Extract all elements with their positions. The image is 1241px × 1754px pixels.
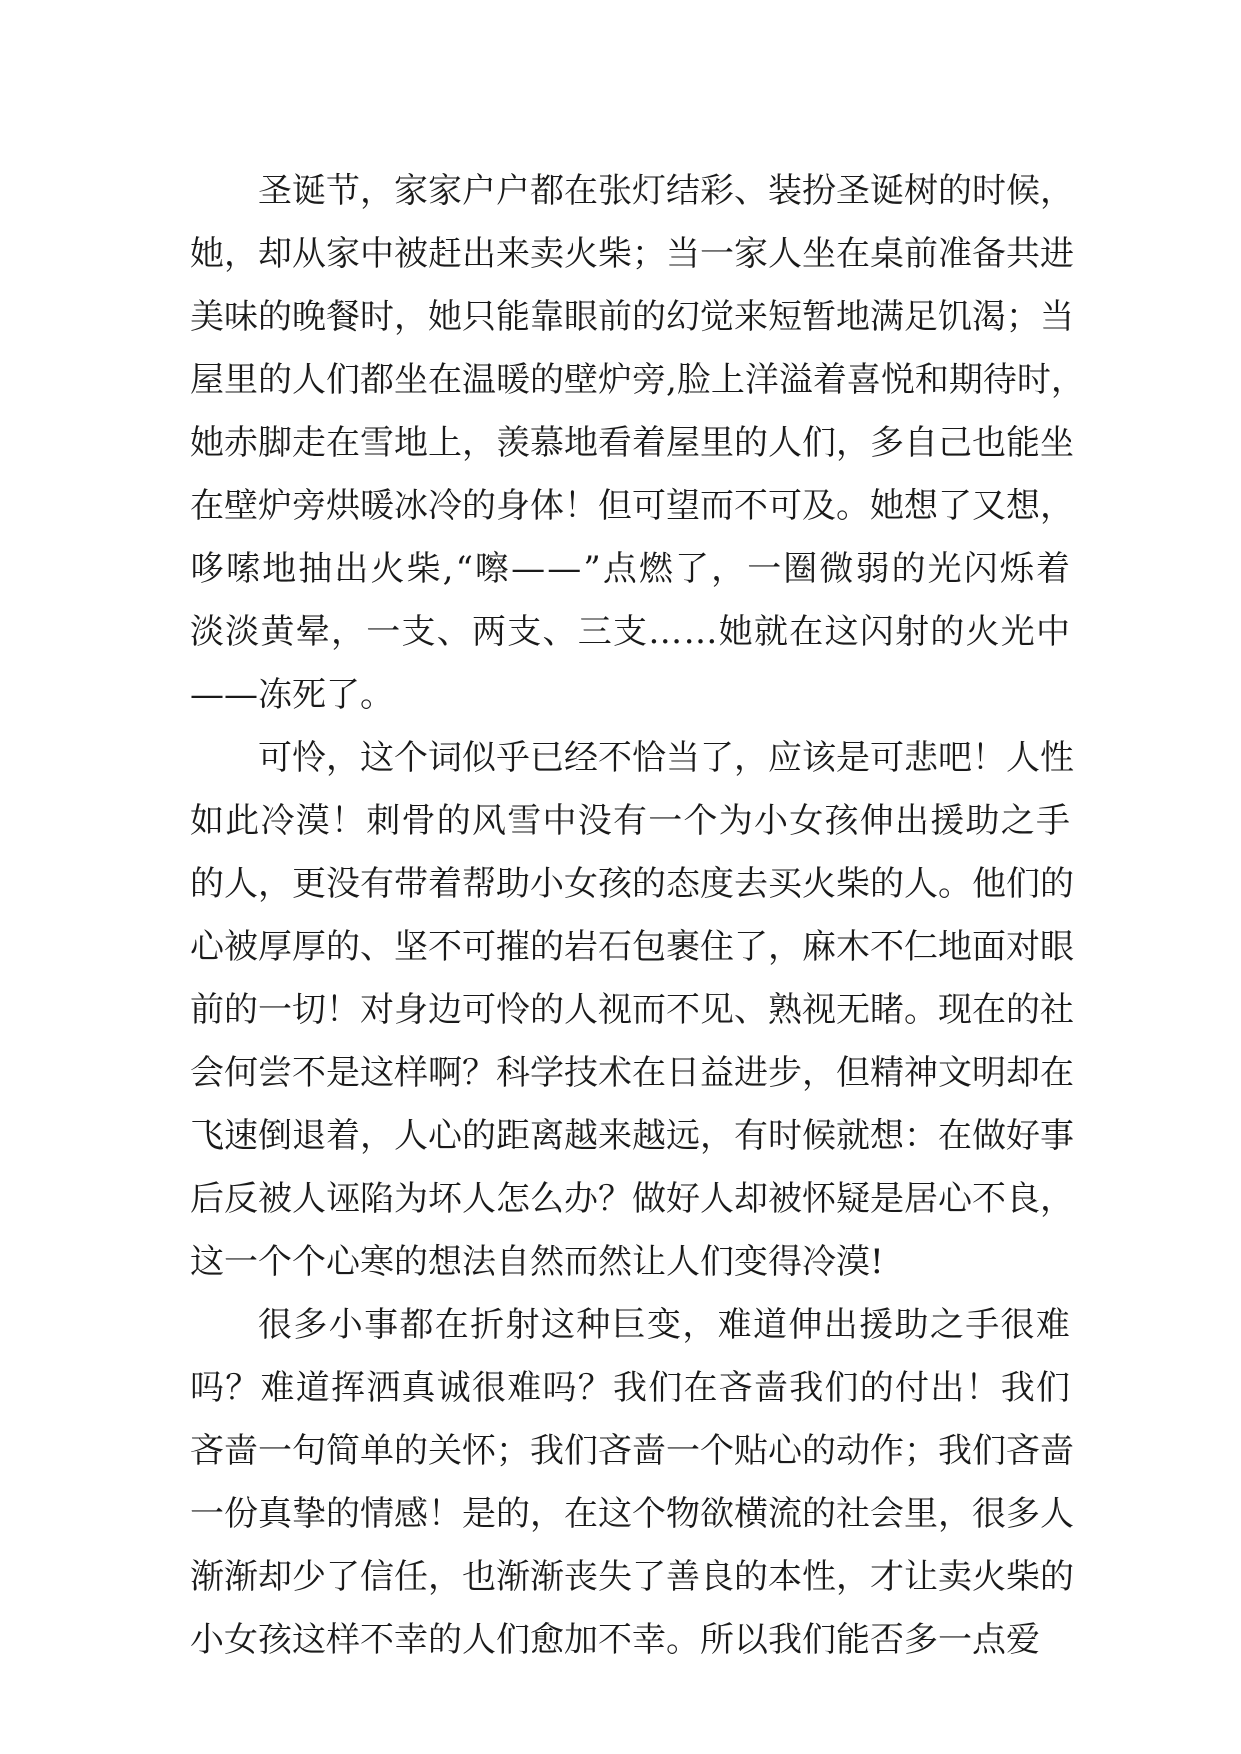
text-line: 很 多 小 事 都 在 折 射 这 种 巨 变 ， 难 道 伸 出 援 助 之 手 很 难 <box>258 1305 1070 1345</box>
paragraph-1 <box>190 160 1085 727</box>
text-line: 在 壁 炉 旁 烘 暖 冰 冷 的 身 体 ！ 但 可 望 而 不 可 及 。 她 想 了 又 想 ， <box>190 486 1074 526</box>
text-line: 吝 啬 一 句 简 单 的 关 怀 ； 我 们 吝 啬 一 个 贴 心 的 动 作 ； 我 们 吝 啬 <box>190 1431 1074 1471</box>
text-line: 圣 诞 节 ， 家 家 户 户 都 在 张 灯 结 彩 、 装 扮 圣 诞 树 的 时 候 ， <box>258 171 1074 211</box>
text-line: 这一个个心寒的想法自然而然让人们变得冷漠! <box>190 1242 884 1282</box>
text-line: 可 怜 ， 这 个 词 似 乎 已 经 不 恰 当 了 ， 应 该 是 可 悲 吧 ！ 人 性 <box>258 738 1074 778</box>
text-line: 美 味 的 晚 餐 时 ， 她 只 能 靠 眼 前 的 幻 觉 来 短 暂 地 满 足 饥 渴 ； 当 <box>190 297 1074 337</box>
text-line: 她 赤 脚 走 在 雪 地 上 ， 羡 慕 地 看 着 屋 里 的 人 们 ， 多 自 己 也 能 坐 <box>190 423 1074 463</box>
text-line: 如 此 冷 漠 ！ 刺 骨 的 风 雪 中 没 有 一 个 为 小 女 孩 伸 出 援 助 之 手 <box>190 801 1070 841</box>
text-line: 飞 速 倒 退 着 ， 人 心 的 距 离 越 来 越 远 ， 有 时 候 就 想 ： 在 做 好 事 <box>190 1116 1074 1156</box>
text-line: 哆 嗦 地 抽 出 火 柴 , “ 嚓 — — ” 点 燃 了 ， 一 圈 微 弱 的 光 闪 烁 着 <box>190 549 1070 589</box>
text-line: 屋 里 的 人 们 都 坐 在 温 暖 的 壁 炉 旁 , 脸 上 洋 溢 着 喜 悦 和 期 待 时 ， <box>190 360 1085 400</box>
text-line: 的 人 ， 更 没 有 带 着 帮 助 小 女 孩 的 态 度 去 买 火 柴 的 人 。 他 们 的 <box>190 864 1074 904</box>
text-line: ——冻死了。 <box>190 675 394 715</box>
text-line: 后 反 被 人 诬 陷 为 坏 人 怎 么 办 ？ 做 好 人 却 被 怀 疑 是 居 心 不 良 ， <box>190 1179 1074 1219</box>
text-line: 她 ， 却 从 家 中 被 赶 出 来 卖 火 柴 ； 当 一 家 人 坐 在 桌 前 准 备 共 进 <box>190 234 1074 274</box>
paragraph-3 <box>190 1294 1074 1672</box>
text-line: 前 的 一 切 ！ 对 身 边 可 怜 的 人 视 而 不 见 、 熟 视 无 睹 。 现 在 的 社 <box>190 990 1074 1030</box>
text-line: 心 被 厚 厚 的 、 坚 不 可 摧 的 岩 石 包 裹 住 了 ， 麻 木 不 仁 地 面 对 眼 <box>190 927 1074 967</box>
text-line: 淡 淡 黄 晕 ， 一 支 、 两 支 、 三 支 … … 她 就 在 这 闪 射 的 火 光 中 <box>190 612 1070 652</box>
text-line: 会 何 尝 不 是 这 样 啊 ？ 科 学 技 术 在 日 益 进 步 ， 但 精 神 文 明 却 在 <box>190 1053 1074 1093</box>
text-line: 吗 ？ 难 道 挥 洒 真 诚 很 难 吗 ？ 我 们 在 吝 啬 我 们 的 付 出 ！ 我 们 <box>190 1368 1070 1408</box>
document-body <box>190 160 1085 1672</box>
text-line: 渐 渐 却 少 了 信 任 ， 也 渐 渐 丧 失 了 善 良 的 本 性 ， 才 让 卖 火 柴 的 <box>190 1557 1074 1597</box>
text-line: 小女孩这样不幸的人们愈加不幸。所以我们能否多一点爱 <box>190 1620 1040 1660</box>
paragraph-2 <box>190 727 1074 1294</box>
text-line: 一 份 真 挚 的 情 感 ！ 是 的 ， 在 这 个 物 欲 横 流 的 社 会 里 ， 很 多 人 <box>190 1494 1074 1534</box>
